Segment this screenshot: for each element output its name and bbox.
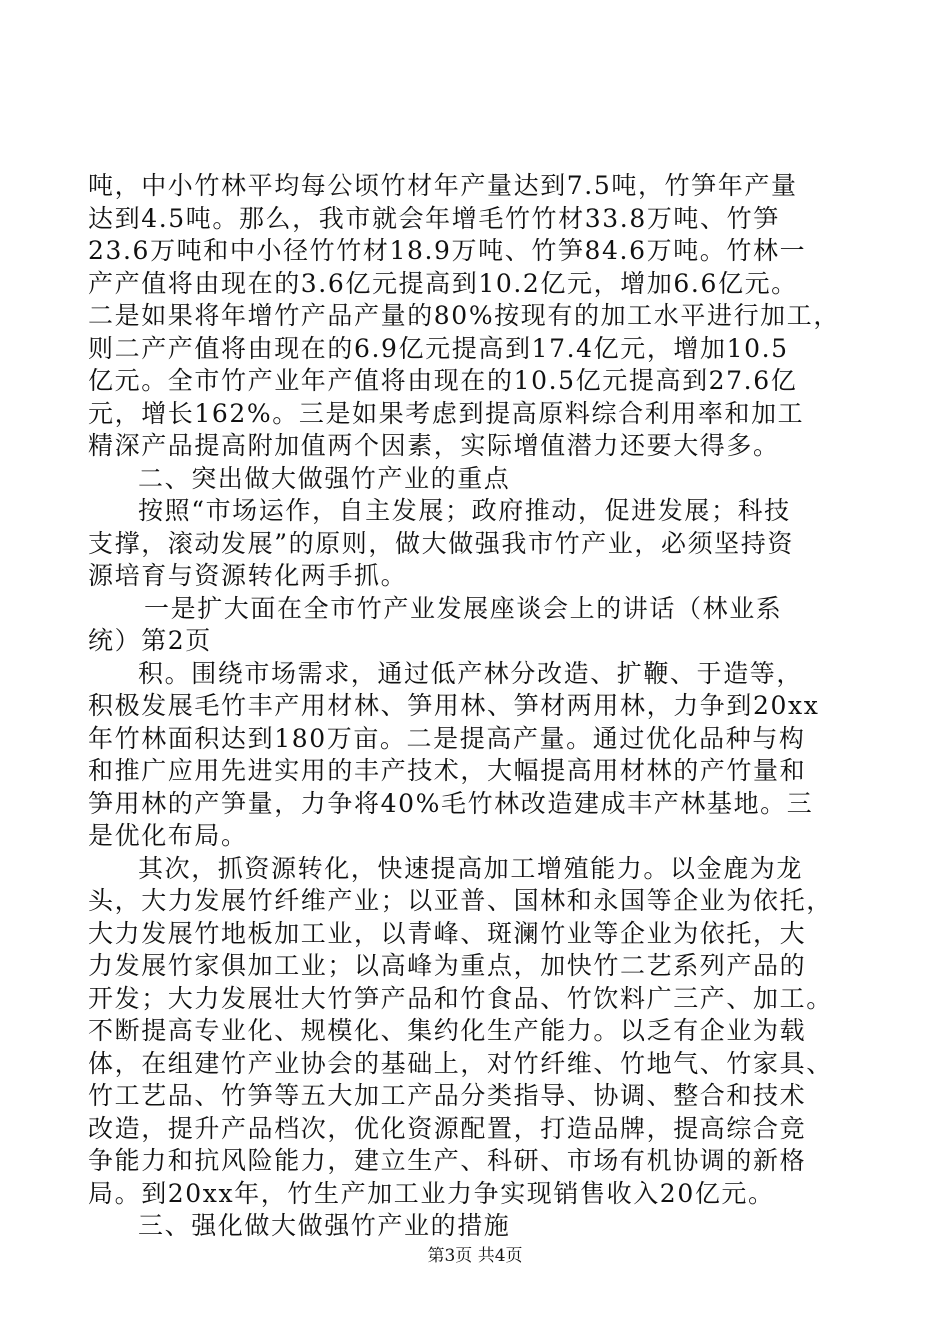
text-line: 和推广应用先进实用的丰产技术，大幅提高用材林的产竹量和 <box>88 756 807 785</box>
text-line: 精深产品提高附加值两个因素，实际增值潜力还要大得多。 <box>88 431 780 460</box>
document-body <box>88 170 868 1243</box>
section-heading: 三、强化做大做强竹产业的措施 <box>138 1211 511 1240</box>
section-heading: 二、突出做大做强竹产业的重点 <box>138 463 511 493</box>
text-line: 竹工艺品、竹笋等五大加工产品分类指导、协调、整合和技术 <box>88 1081 807 1110</box>
text-line: 年竹林面积达到180万亩。二是提高产量。通过优化品种与构 <box>88 723 806 753</box>
text-line: 其次，抓资源转化，快速提高加工增殖能力。以金鹿为龙 <box>138 853 804 883</box>
text-line: 23.6万吨和中小径竹竹材18.9万吨、竹笋84.6万吨。竹林一 <box>88 236 807 265</box>
text-line: 力发展竹家俱加工业；以高峰为重点，加快竹二艺系列产品的 <box>88 951 807 980</box>
text-line: 改造，提升产品档次，优化资源配置，打造品牌，提高综合竞 <box>88 1113 807 1143</box>
text-line: 统）第2页 <box>88 626 212 655</box>
text-line: 则二产产值将由现在的6.9亿元提高到17.4亿元，增加10.5 <box>88 333 789 363</box>
text-line: 源培育与资源转化两手抓。 <box>88 561 408 590</box>
text-line: 吨，中小竹林平均每公顷竹材年产量达到7.5吨，竹笋年产量 <box>88 171 798 200</box>
text-line: 是优化布局。 <box>88 821 248 850</box>
text-line: 争能力和抗风险能力，建立生产、科研、市场有机协调的新格 <box>88 1146 807 1175</box>
text-line: 按照“市场运作，自主发展；政府推动，促进发展；科技 <box>138 496 791 525</box>
text-line: 笋用林的产笋量，力争将40%毛竹林改造建成丰产林基地。三 <box>88 788 814 818</box>
text-line: 大力发展竹地板加工业，以青峰、斑澜竹业等企业为依托，大 <box>88 918 807 948</box>
text-line: 不断提高专业化、规模化、集约化生产能力。以乏有企业为载 <box>88 1016 807 1045</box>
text-line: 产产值将由现在的3.6亿元提高到10.2亿元，增加6.6亿元。 <box>88 268 798 298</box>
text-line: 开发；大力发展壮大竹笋产品和竹食品、竹饮料广三产、加工。 <box>88 983 833 1013</box>
text-line: 头，大力发展竹纤维产业；以亚普、国林和永国等企业为依托， <box>88 886 833 915</box>
text-line: 元，增长162%。三是如果考虑到提高原料综合利用率和加工 <box>88 398 805 428</box>
text-line: 一是扩大面在全市竹产业发展座谈会上的讲话（林业系 <box>144 593 783 623</box>
text-line: 体，在组建竹产业协会的基础上，对竹纤维、竹地气、竹家具、 <box>88 1048 833 1078</box>
text-line: 积。围绕市场需求，通过低产林分改造、扩鞭、于造等， <box>138 658 804 688</box>
text-line: 亿元。全市竹产业年产值将由现在的10.5亿元提高到27.6亿 <box>88 366 798 395</box>
text-line: 二是如果将年增竹产品产量的80%按现有的加工水平进行加工， <box>88 301 840 330</box>
text-line: 积极发展毛竹丰产用材林、笋用林、笋材两用林，力争到20xx <box>88 691 820 720</box>
text-line: 达到4.5吨。那么，我市就会年增毛竹竹材33.8万吨、竹笋 <box>88 203 780 233</box>
page-footer: 第3页 共4页 <box>427 1246 523 1266</box>
text-line: 局。到20xx年，竹生产加工业力争实现销售收入20亿元。 <box>88 1178 775 1208</box>
text-line: 支撑，滚动发展”的原则，做大做强我市竹产业，必须坚持资 <box>88 528 794 558</box>
